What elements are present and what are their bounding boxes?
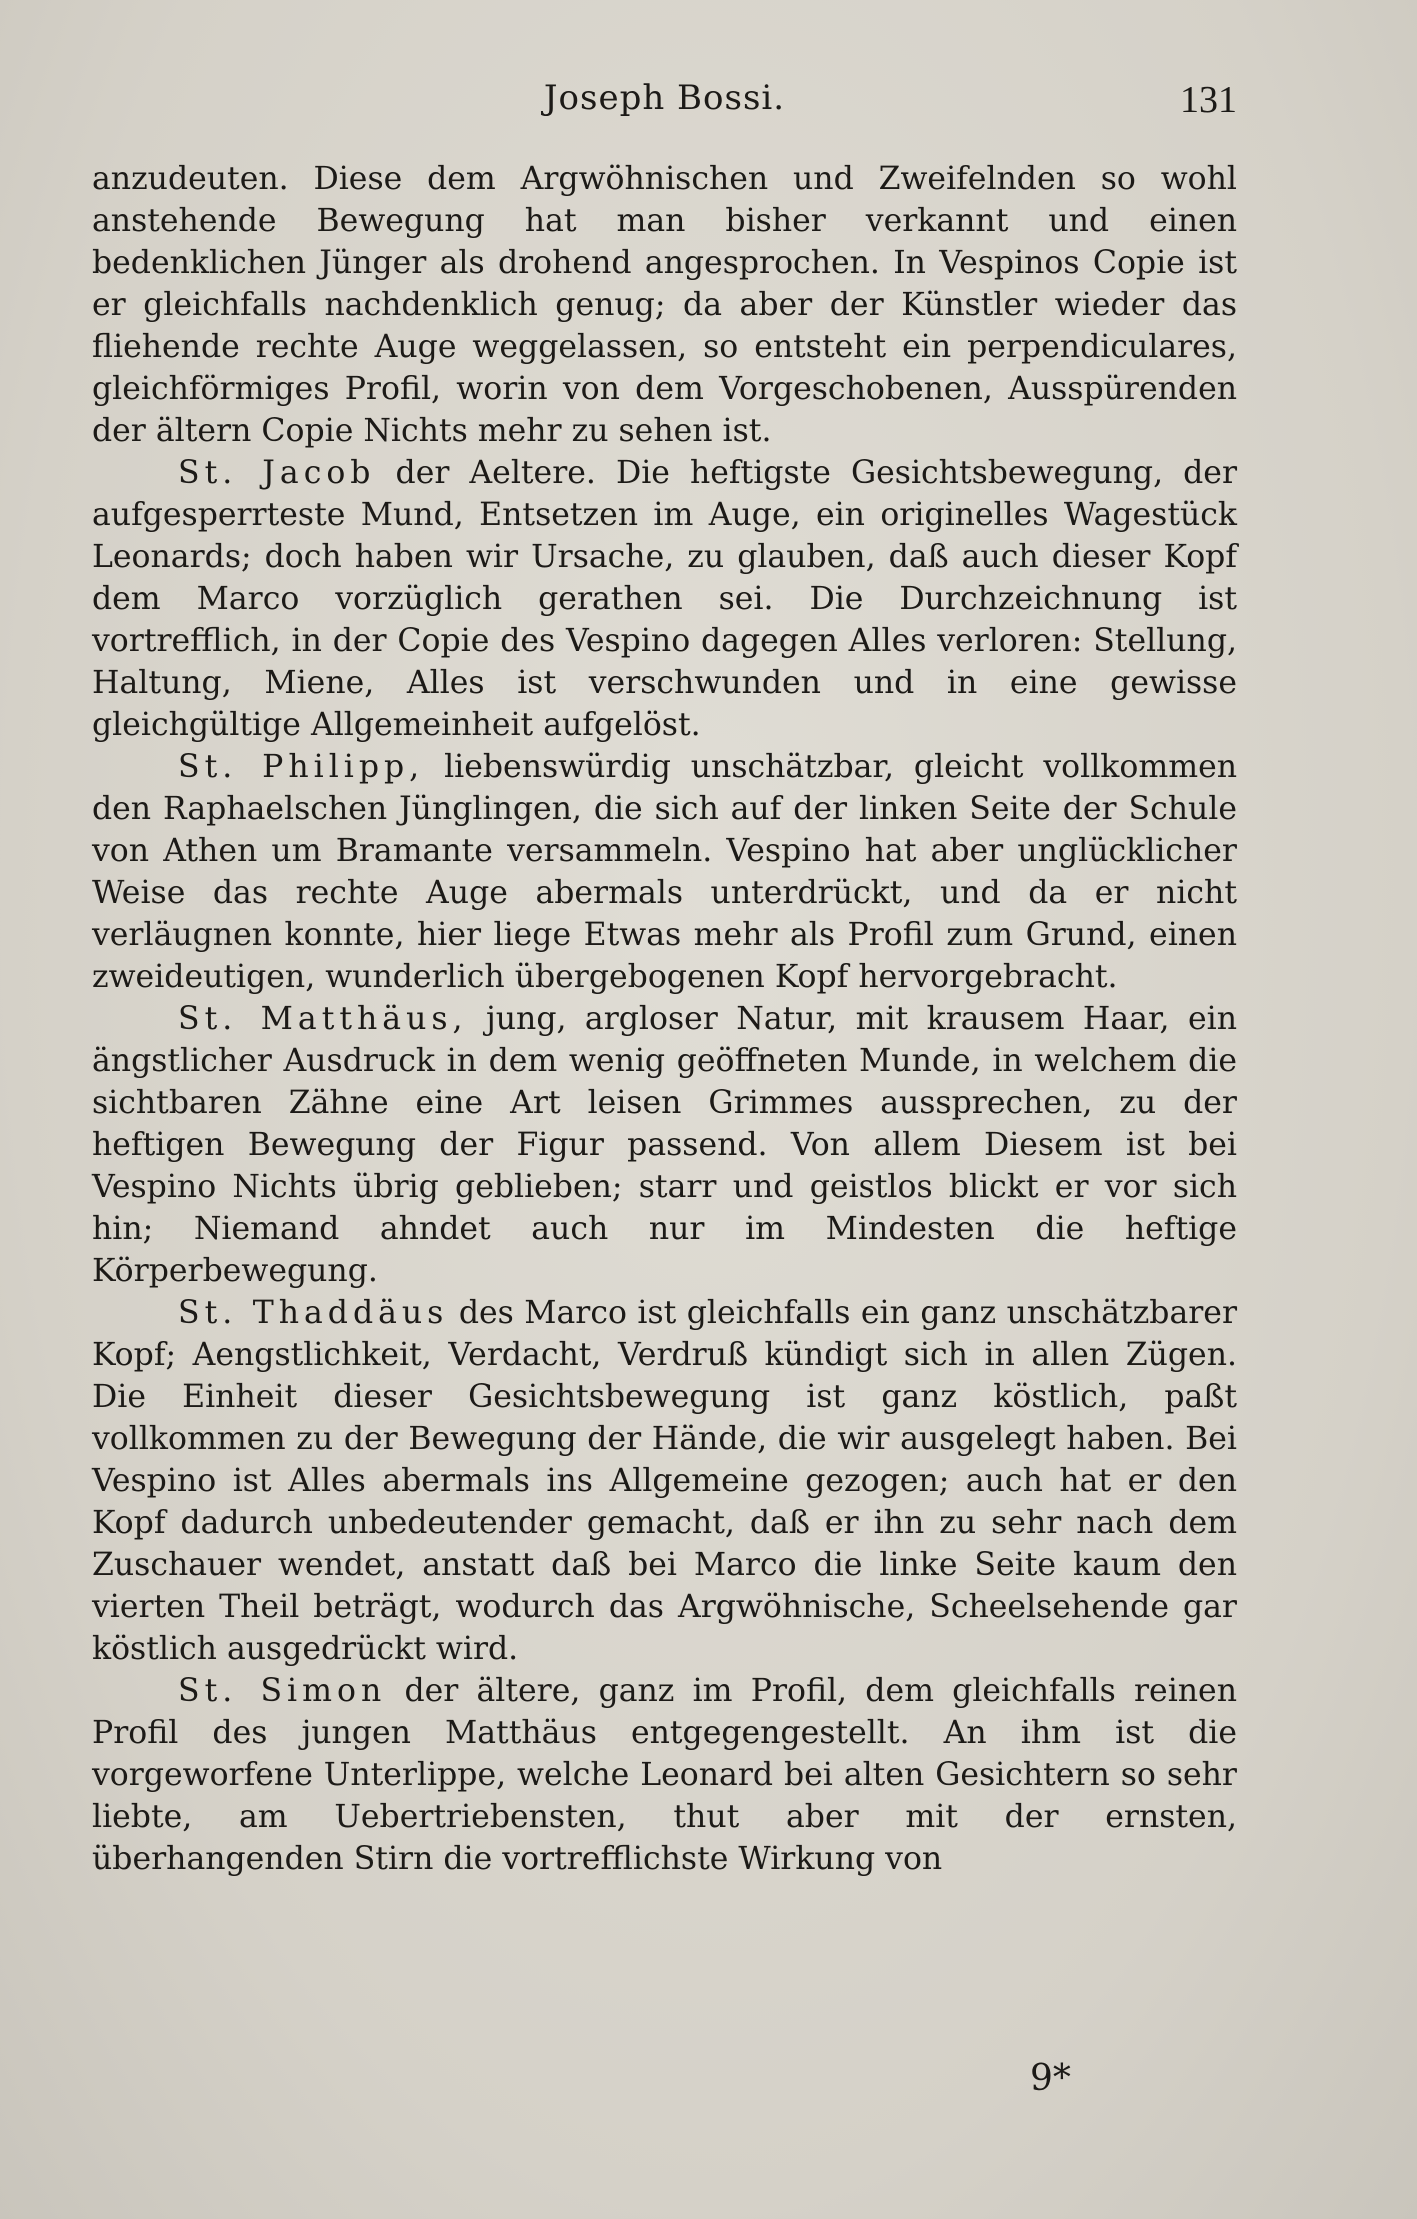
paragraph-text: jung, argloser Natur, mit krausem Haar, ein ängstlicher Ausdruck in dem wenig geöffneten Munde, in welchem die sichtbaren Zähne eine Art leisen Grimmes aussprechen, zu der heftigen Bewegung der Figur passend. Von allem Diesem ist bei Vespino Nichts übrig geblieben; starr und geistlos blickt er vor sich hin; Niemand ahndet auch nur im Mindesten die heftige Körperbewegung.	[92, 1001, 1237, 1289]
paragraph-lead: St. Simon	[178, 1673, 387, 1709]
paragraph-st-jacob	[92, 452, 1237, 746]
body-text	[92, 158, 1237, 1880]
paragraph-lead: St. Philipp,	[178, 749, 425, 785]
paragraph-lead: St. Matthäus,	[178, 1001, 468, 1037]
paragraph-lead: St. Thaddäus	[178, 1295, 449, 1331]
paragraph-text: anzudeuten. Diese dem Argwöhnischen und Zweifelnden so wohl anstehende Bewegung hat man bisher verkannt und einen bedenklichen Jünger als drohend angesprochen. In Vespinos Copie ist er gleichfalls nachdenklich genug; da aber der Künstler wieder das fliehende rechte Auge weggelassen, so entsteht ein perpendiculares, gleichförmiges Profil, worin von dem Vorgeschobenen, Ausspürenden der ältern Copie Nichts mehr zu sehen ist.	[92, 161, 1237, 449]
paragraph-st-thaddaeus	[92, 1292, 1237, 1670]
paragraph-text: der ältere, ganz im Profil, dem gleichfalls reinen Profil des jungen Matthäus entgegengestellt. An ihm ist die vorgeworfene Unterlippe, welche Leonard bei alten Gesichtern so sehr liebte, am Uebertriebensten, thut aber mit der ernsten, überhangenden Stirn die vortrefflichste Wirkung von	[92, 1673, 1237, 1877]
paragraph-1	[92, 158, 1237, 452]
paragraph-st-simon	[92, 1670, 1237, 1880]
page-number: 131	[1180, 79, 1237, 121]
running-head: Joseph Bossi.	[543, 78, 786, 118]
paragraph-st-philipp	[92, 746, 1237, 998]
page-header	[92, 78, 1237, 138]
paragraph-text: der Aeltere. Die heftigste Gesichtsbewegung, der aufgesperrteste Mund, Entsetzen im Auge, ein originelles Wagestück Leonards; doch haben wir Ursache, zu glauben, daß auch dieser Kopf dem Marco vorzüglich gerathen sei. Die Durchzeichnung ist vortrefflich, in der Copie des Vespino dagegen Alles verloren: Stellung, Haltung, Miene, Alles ist verschwunden und in eine gewisse gleichgültige Allgemeinheit aufgelöst.	[92, 455, 1237, 743]
paragraph-text: liebenswürdig unschätzbar, gleicht vollkommen den Raphaelschen Jünglingen, die sich auf der linken Seite der Schule von Athen um Bramante versammeln. Vespino hat aber unglücklicher Weise das rechte Auge abermals unterdrückt, und da er nicht verläugnen konnte, hier liege Etwas mehr als Profil zum Grund, einen zweideutigen, wunderlich übergebogenen Kopf hervorgebracht.	[92, 749, 1237, 995]
paragraph-text: des Marco ist gleichfalls ein ganz unschätzbarer Kopf; Aengstlichkeit, Verdacht, Verdruß kündigt sich in allen Zügen. Die Einheit dieser Gesichtsbewegung ist ganz köstlich, paßt vollkommen zu der Bewegung der Hände, die wir ausgelegt haben. Bei Vespino ist Alles abermals ins Allgemeine gezogen; auch hat er den Kopf dadurch unbedeutender gemacht, daß er ihn zu sehr nach dem Zuschauer wendet, anstatt daß bei Marco die linke Seite kaum den vierten Theil beträgt, wodurch das Argwöhnische, Scheelsehende gar köstlich ausgedrückt wird.	[92, 1295, 1238, 1667]
signature-mark: 9*	[1030, 2058, 1071, 2099]
paragraph-st-matthaeus	[92, 998, 1237, 1292]
paragraph-lead: St. Jacob	[178, 455, 376, 491]
